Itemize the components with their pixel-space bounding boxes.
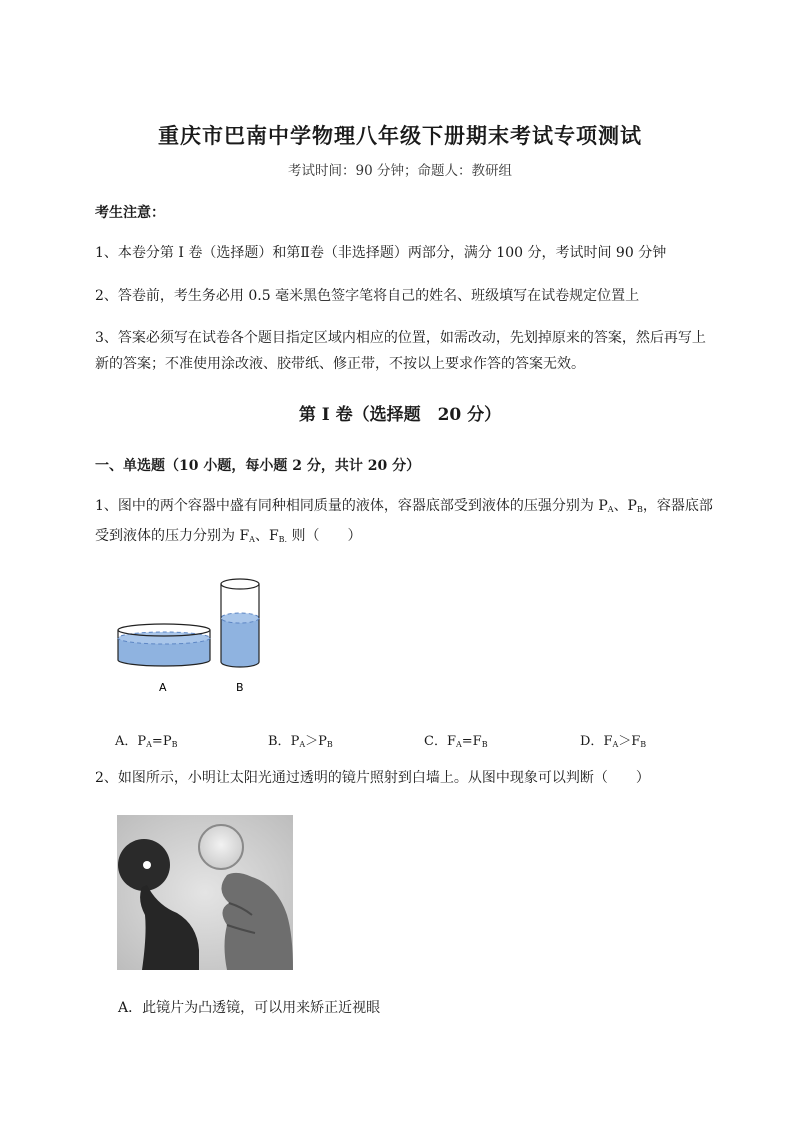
lens-photo bbox=[117, 815, 293, 970]
question-2: 2、如图所示，小明让太阳光通过透明的镜片照射到白墙上。从图中现象可以判断（ ） bbox=[95, 770, 650, 786]
page-title: 重庆市巴南中学物理八年级下册期末考试专项测试 bbox=[158, 123, 642, 148]
container-figure bbox=[108, 570, 278, 700]
q2-option-a[interactable]: A．此镜片为凸透镜，可以用来矫正近视眼 bbox=[118, 1000, 381, 1016]
notice-item-1: 1、本卷分第 I 卷（选择题）和第Ⅱ卷（非选择题）两部分，满分 100 分，考试时间 90 分钟 bbox=[95, 245, 667, 261]
q1-option-b[interactable]: B．$P_A>P_B$ bbox=[268, 734, 333, 749]
q1-option-c[interactable]: C．$F_A=F_B$ bbox=[424, 734, 488, 749]
notice-item-2: 2、答卷前，考生务必用 0.5 毫米黑色签字笔将自己的姓名、班级填写在试卷规定位置上 bbox=[95, 288, 640, 304]
notice-heading: 考生注意： bbox=[95, 205, 165, 221]
q1-option-a[interactable]: A．$P_A=P_B$ bbox=[115, 734, 178, 749]
figure-label-a: A bbox=[159, 681, 167, 694]
exam-info: 考试时间：90 分钟；命题人：教研组 bbox=[288, 163, 512, 179]
container-a bbox=[118, 624, 210, 666]
magnifying-lens bbox=[199, 825, 243, 869]
container-b bbox=[221, 579, 259, 667]
notice-item-3: 3、答案必须写在试卷各个题目指定区域内相应的位置，如需改动，先划掉原来的答案，然后再写上新的答案；不准使用涂改液、胶带纸、修正带，不按以上要求作答的答案无效。 bbox=[95, 330, 706, 372]
question-1: 1、图中的两个容器中盛有同种相同质量的液体，容器底部受到液体的压强分别为 $P_A$、$P_B$，容器底部受到液体的压力分别为 $F_A$、$F_{B.}$ 则（ ） bbox=[95, 498, 713, 544]
part-heading: 一、单选题（10 小题，每小题 2 分，共计 20 分） bbox=[95, 458, 421, 474]
section-title: 第 I 卷（选择题 20 分） bbox=[298, 405, 502, 425]
q1-option-d[interactable]: D．$F_A>F_B$ bbox=[580, 734, 647, 749]
figure-label-b: B bbox=[236, 681, 244, 694]
